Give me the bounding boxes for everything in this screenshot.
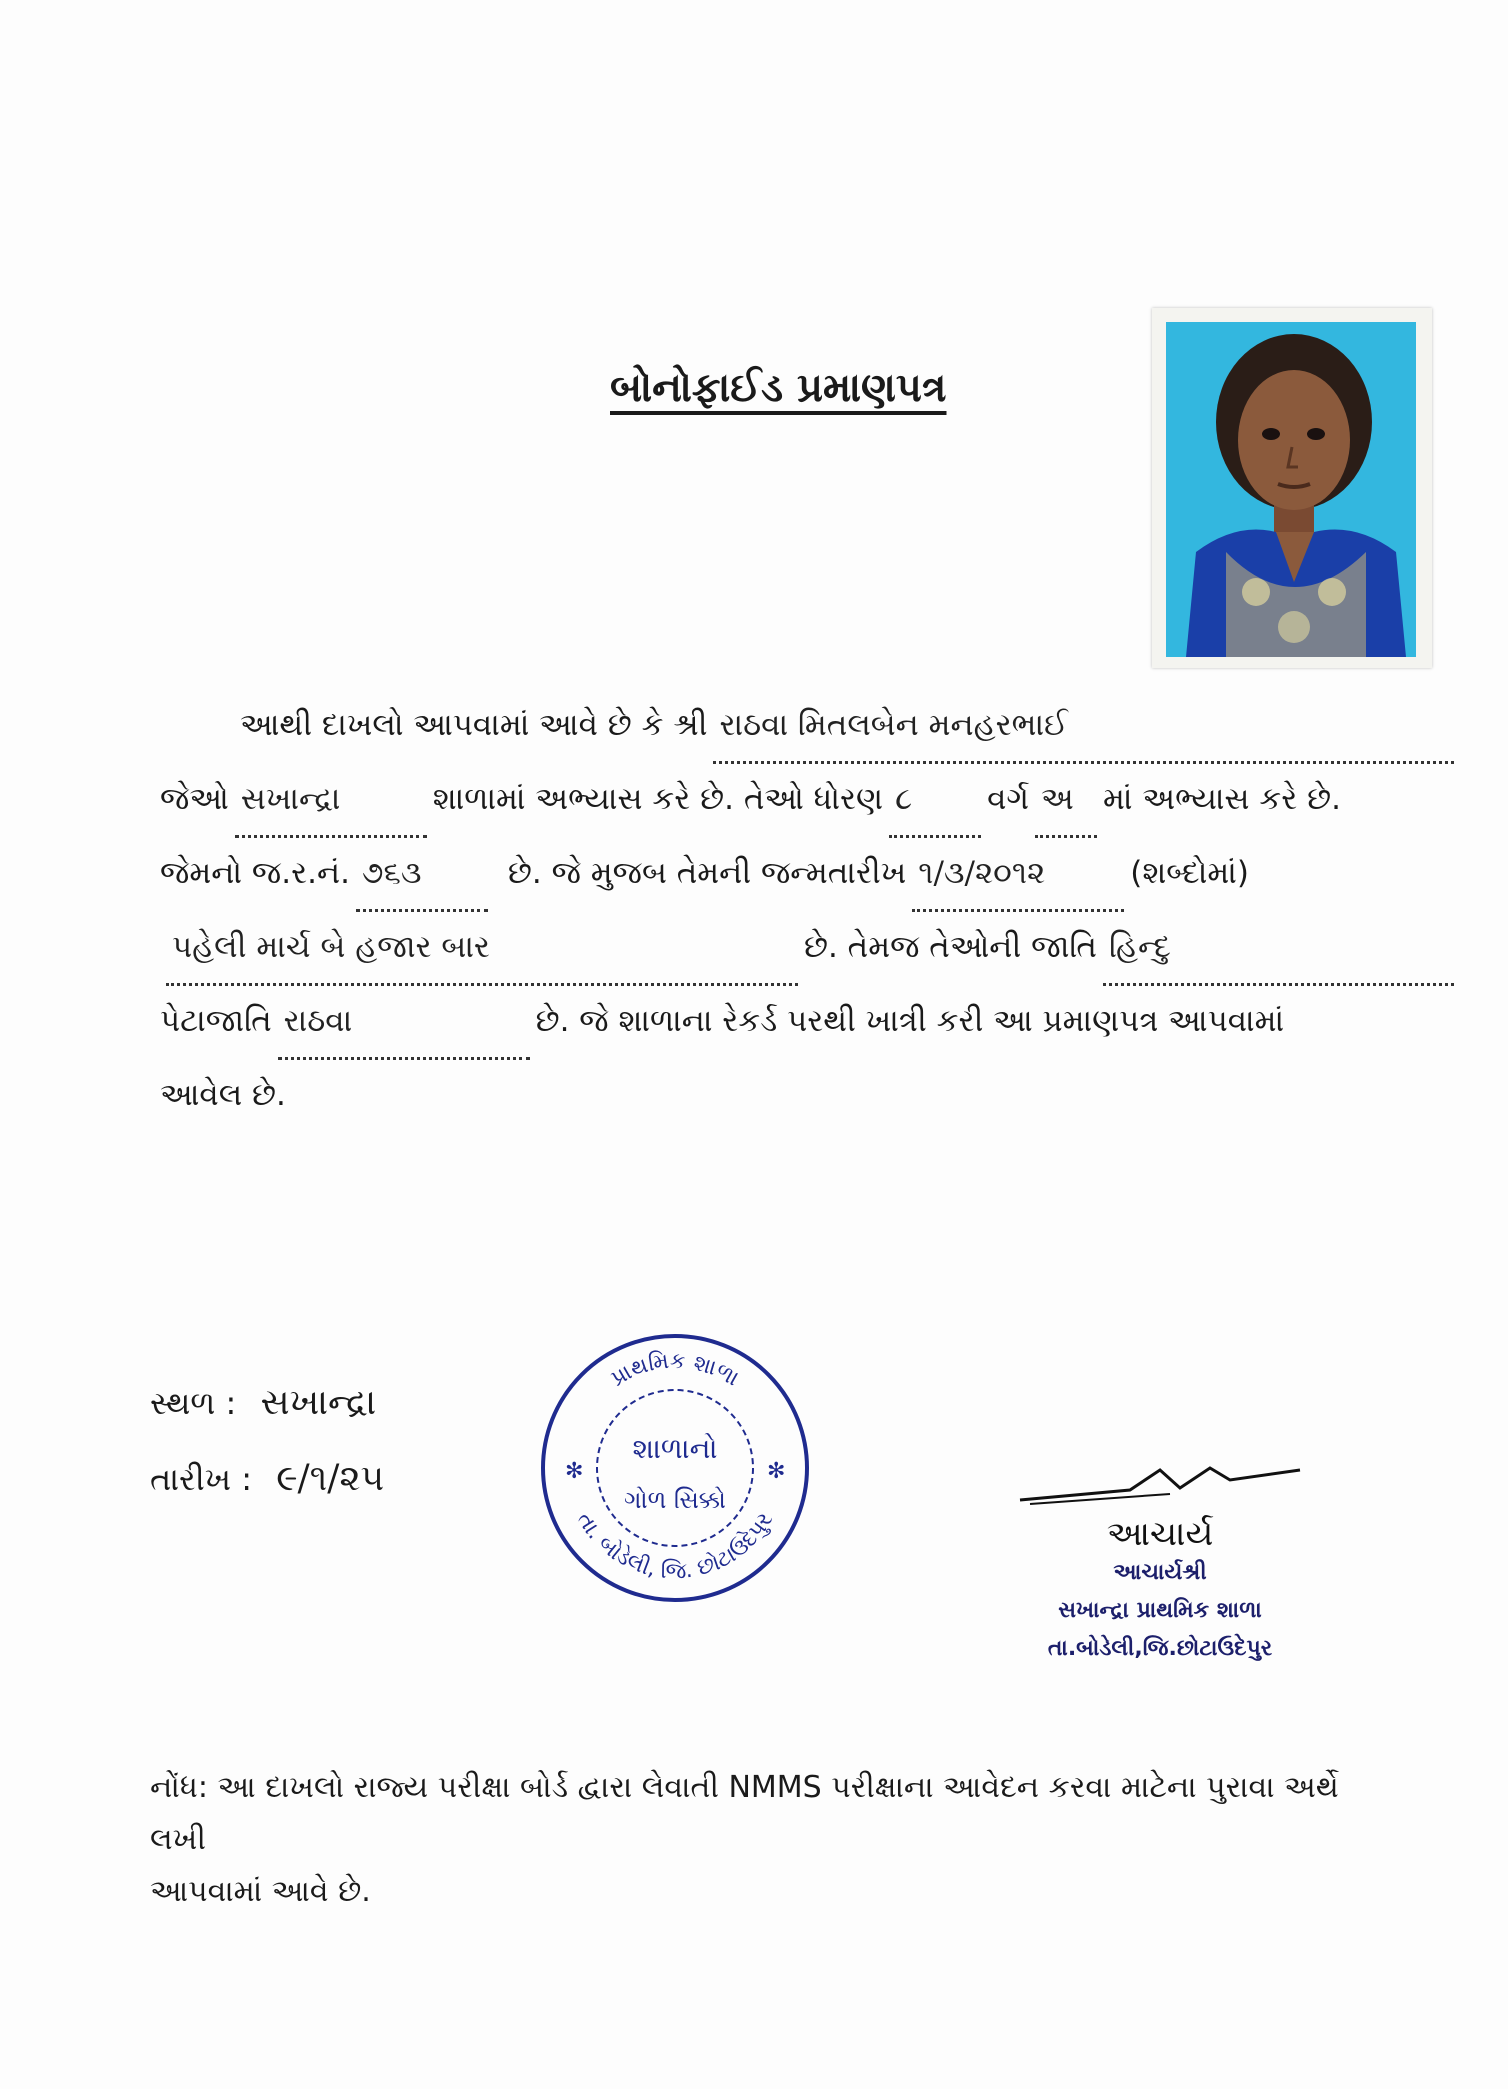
note-line-2: આપવામાં આવે છે.: [150, 1874, 371, 1909]
body-line-6: આવેલ છે.: [160, 1077, 286, 1113]
date-value: ૯/૧/૨૫: [276, 1458, 385, 1499]
place-value: સખાન્દ્રા: [260, 1382, 377, 1423]
certificate-body: [160, 690, 1460, 1131]
certificate-note: [150, 1762, 1350, 1918]
body-line-5: પેટાજાતિ રાઠવા છે. જે શાળાના રેકર્ડ પરથી ખાત્રી કરી આ પ્રમાણપત્ર આપવામાં: [160, 986, 1460, 1060]
student-name-field: રાઠવા મિતલબેન મનહરભાઈ: [713, 690, 1454, 764]
stamp-line-1: આચાર્યશ્રી: [1113, 1560, 1207, 1585]
school-name-field: સખાન્દ્રા: [235, 764, 427, 838]
body-line-4: પહેલી માર્ચ બે હજાર બાર છે. તેમજ તેઓની જાતિ હિન્દુ: [160, 912, 1460, 986]
date-label: તારીખ :: [150, 1460, 253, 1498]
birth-date-words-field: પહેલી માર્ચ બે હજાર બાર: [166, 912, 798, 986]
standard-field: ૮: [889, 764, 981, 838]
seal-center-text-2: ગોળ સિક્કો: [624, 1486, 726, 1514]
signature-scribble-icon: [1010, 1460, 1310, 1510]
sub-caste-field: રાઠવા: [278, 986, 530, 1060]
date-row: [150, 1458, 384, 1500]
body-line-3: જેમનો જ.ર.નં. ૭૬૩ છે. જે મુજબ તેમની જન્મતારીખ ૧/૩/૨૦૧૨ (શબ્દોમાં): [160, 838, 1460, 912]
register-number-field: ૭૬૩: [356, 838, 488, 912]
stamp-line-2: સખાન્દ્રા પ્રાથમિક શાળા: [1058, 1598, 1262, 1623]
place-row: [150, 1382, 376, 1424]
principal-signature-block: [990, 1460, 1330, 1668]
place-label: સ્થળ :: [150, 1384, 237, 1422]
principal-title: આચાર્ય: [1106, 1514, 1214, 1554]
student-photo: [1152, 308, 1432, 668]
body-line-2: જેઓ સખાન્દ્રા શાળામાં અભ્યાસ કરે છે. તેઓ ધોરણ ૮ વર્ગ અ માં અભ્યાસ કરે છે.: [160, 764, 1460, 838]
student-portrait-image: [1166, 322, 1416, 657]
stamp-line-3: તા.બોડેલી,જિ.છોટાઉદેપુર: [1047, 1636, 1273, 1661]
division-field: અ: [1035, 764, 1097, 838]
certificate-title: બોનોફાઈડ પ્રમાણપત્ર: [610, 365, 947, 411]
body-line-1: આથી દાખલો આપવામાં આવે છે કે શ્રી રાઠવા મિતલબેન મનહરભાઈ: [160, 690, 1460, 764]
seal-stamp-image: [535, 1328, 815, 1608]
seal-star-right-icon: ✻: [767, 1459, 786, 1484]
caste-field: હિન્દુ: [1103, 912, 1454, 986]
school-seal: [535, 1328, 815, 1612]
seal-top-text: પ્રાથમિક શાળા: [606, 1348, 743, 1392]
seal-bottom-text: તા. બોડેલી, જિ. છોટાઉદેપુર: [571, 1508, 779, 1585]
birth-date-field: ૧/૩/૨૦૧૨: [912, 838, 1124, 912]
seal-center-text-1: શાળાનો: [632, 1432, 718, 1465]
seal-star-left-icon: ✻: [565, 1459, 584, 1484]
note-line-1: નોંધ: આ દાખલો રાજ્ય પરીક્ષા બોર્ડ દ્વારા લેવાતી NMMS પરીક્ષાના આવેદન કરવા માટેના પુરાવા અર્થે લખી: [150, 1770, 1339, 1857]
svg-text:પ્રાથમિક શાળા: [607, 1349, 743, 1392]
